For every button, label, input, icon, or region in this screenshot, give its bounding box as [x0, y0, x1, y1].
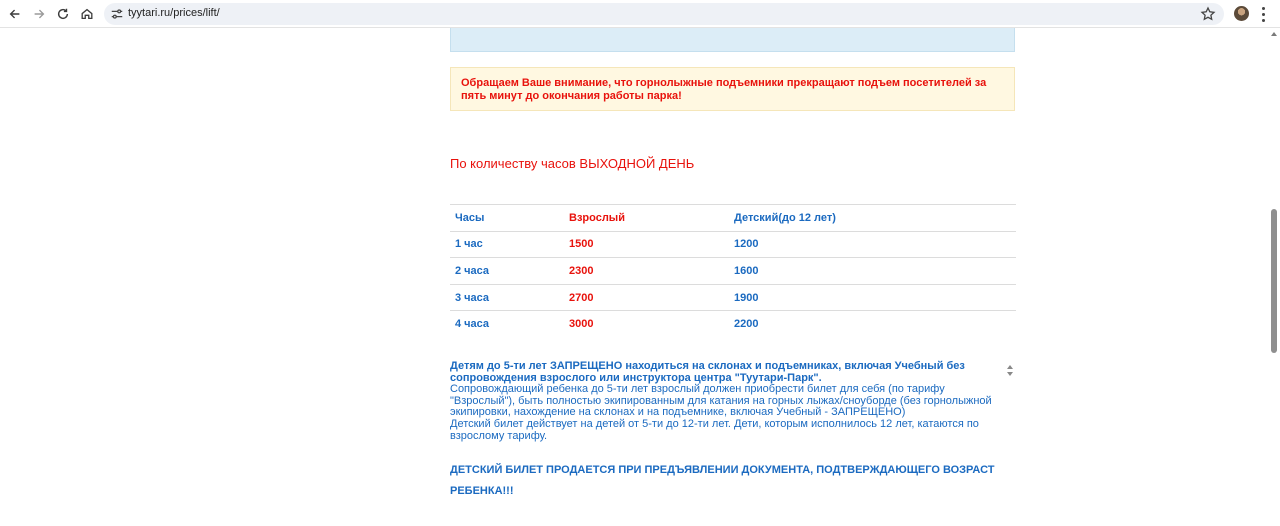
site-settings-icon[interactable] [110, 7, 124, 21]
child-ticket-notice [450, 460, 1010, 501]
table-row [450, 231, 1016, 258]
header-hours: Часы [450, 205, 564, 232]
header-adult: Взрослый [564, 205, 729, 232]
table-row [450, 258, 1016, 285]
warning-text: Обращаем Ваше внимание, что горнолыжные подъемники прекращают подъем посетителей за пять минут до окончания работы парка! [461, 77, 987, 102]
section-title: По количеству часов ВЫХОДНОЙ ДЕНЬ [450, 156, 695, 171]
textarea-scroll-arrows[interactable] [1005, 362, 1015, 384]
cell-hours: 1 час [450, 231, 564, 258]
cell-child-price: 1200 [729, 231, 1016, 258]
back-arrow-icon[interactable] [4, 3, 26, 25]
scrollbar-thumb[interactable] [1271, 209, 1277, 353]
forward-arrow-icon[interactable] [28, 3, 50, 25]
scroll-up-icon[interactable] [1007, 365, 1013, 369]
cta-line1: ДЕТСКИЙ БИЛЕТ ПРОДАЕТСЯ ПРИ ПРЕДЪЯВЛЕНИИ ДОКУМЕНТА, ПОДТВЕРЖДАЮЩЕГО ВОЗРАСТ [450, 464, 995, 476]
page-content [0, 28, 1280, 526]
header-child: Детский(до 12 лет) [729, 205, 1016, 232]
bookmark-star-icon[interactable] [1200, 6, 1216, 22]
cell-adult-price: 3000 [564, 311, 729, 338]
table-header-row [450, 205, 1016, 232]
children-notice [450, 361, 1010, 442]
cell-hours: 2 часа [450, 258, 564, 285]
avatar[interactable] [1234, 6, 1249, 21]
warning-box [450, 67, 1015, 111]
cell-child-price: 2200 [729, 311, 1016, 338]
cell-adult-price: 1500 [564, 231, 729, 258]
table-row [450, 284, 1016, 311]
menu-dots-icon[interactable] [1259, 5, 1267, 23]
page-scrollbar[interactable] [1268, 28, 1280, 526]
info-box [450, 28, 1015, 52]
notice-line3: Детский билет действует на детей от 5-ти до 12-ти лет. Дети, которым исполнилось 12 лет, катаются по взрослому тарифу. [450, 417, 979, 442]
cta-line2: РЕБЕНКА!!! [450, 485, 514, 497]
cell-child-price: 1600 [729, 258, 1016, 285]
url-text[interactable]: tyytari.ru/prices/lift/ [128, 7, 220, 19]
reload-icon[interactable] [52, 3, 74, 25]
scrollbar-up-icon[interactable] [1271, 32, 1277, 36]
cell-adult-price: 2300 [564, 258, 729, 285]
notice-bold: Детям до 5-ти лет ЗАПРЕЩЕНО находиться на склонах и подъемниках, включая Учебный без сопровождения взрослого или инструктора центра "Туутари-Парк". [450, 360, 965, 384]
notice-line2: Сопровождающий ребенка до 5-ти лет взрослый должен приобрести билет для себя (по тарифу "Взрослый"), быть полностью экипированным для катания на горных лыжах/сноуборде (без горнолыжной экипировки, нахождение на склонах и на подъемнике, включая Учебный - ЗАПРЕЩЕНО) [450, 383, 992, 419]
cell-hours: 3 часа [450, 284, 564, 311]
table-row [450, 311, 1016, 338]
price-table [450, 204, 1016, 337]
cell-child-price: 1900 [729, 284, 1016, 311]
home-icon[interactable] [76, 3, 98, 25]
scroll-down-icon[interactable] [1007, 372, 1013, 376]
cell-adult-price: 2700 [564, 284, 729, 311]
browser-toolbar [0, 0, 1280, 28]
cell-hours: 4 часа [450, 311, 564, 338]
address-bar[interactable] [104, 3, 1224, 25]
